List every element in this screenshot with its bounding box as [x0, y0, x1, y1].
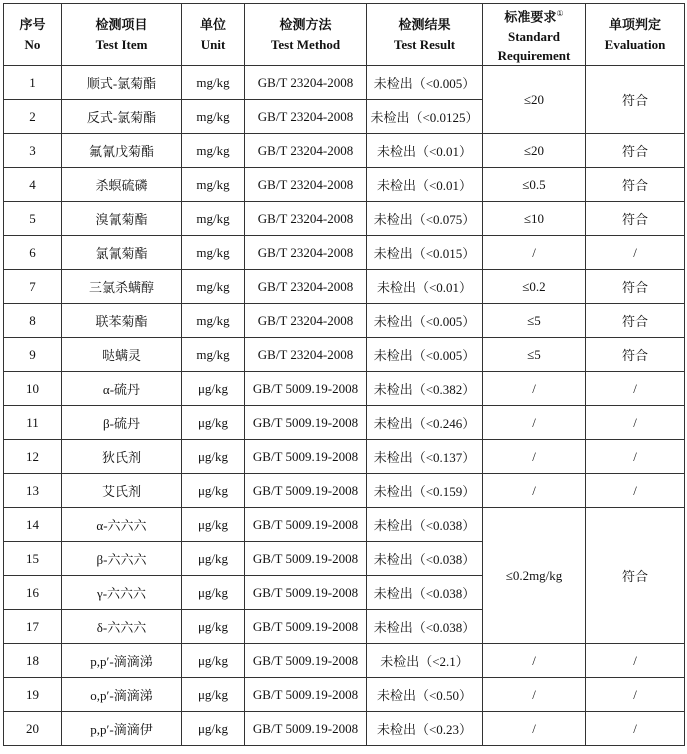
test-result-cell: 未检出（<0.01）	[367, 168, 483, 202]
test-method-cell: GB/T 23204-2008	[245, 168, 367, 202]
evaluation-cell: 符合	[586, 134, 685, 168]
unit-cell: μg/kg	[182, 712, 245, 746]
unit-cell: μg/kg	[182, 644, 245, 678]
standard-requirement-cell: ≤0.2	[483, 270, 586, 304]
test-item-cell: α-硫丹	[62, 372, 182, 406]
test-item-cell: 氟氰戊菊酯	[62, 134, 182, 168]
test-item-cell: β-硫丹	[62, 406, 182, 440]
test-item-cell: 溴氰菊酯	[62, 202, 182, 236]
evaluation-cell: /	[586, 712, 685, 746]
unit-cell: μg/kg	[182, 406, 245, 440]
test-item-cell: 反式-氯菊酯	[62, 100, 182, 134]
test-result-cell: 未检出（<0.382）	[367, 372, 483, 406]
standard-requirement-cell: ≤5	[483, 338, 586, 372]
header-no: 序号 No	[4, 4, 62, 66]
test-item-cell: p,p′-滴滴伊	[62, 712, 182, 746]
test-item-cell: 狄氏剂	[62, 440, 182, 474]
row-no: 2	[4, 100, 62, 134]
evaluation-cell: 符合	[586, 338, 685, 372]
row-no: 3	[4, 134, 62, 168]
test-result-cell: 未检出（<0.01）	[367, 270, 483, 304]
test-method-cell: GB/T 5009.19-2008	[245, 474, 367, 508]
evaluation-cell: /	[586, 474, 685, 508]
unit-cell: mg/kg	[182, 66, 245, 100]
evaluation-cell: /	[586, 236, 685, 270]
standard-requirement-cell: ≤20	[483, 66, 586, 134]
test-result-cell: 未检出（<0.075）	[367, 202, 483, 236]
row-no: 7	[4, 270, 62, 304]
table-row	[4, 134, 685, 168]
test-method-cell: GB/T 5009.19-2008	[245, 406, 367, 440]
unit-cell: μg/kg	[182, 678, 245, 712]
test-result-cell: 未检出（<2.1）	[367, 644, 483, 678]
header-unit: 单位 Unit	[182, 4, 245, 66]
test-method-cell: GB/T 23204-2008	[245, 134, 367, 168]
test-method-cell: GB/T 23204-2008	[245, 202, 367, 236]
row-no: 12	[4, 440, 62, 474]
row-no: 18	[4, 644, 62, 678]
row-no: 15	[4, 542, 62, 576]
table-body	[4, 66, 685, 746]
test-result-cell: 未检出（<0.038）	[367, 576, 483, 610]
unit-cell: μg/kg	[182, 542, 245, 576]
table-row	[4, 202, 685, 236]
table-row	[4, 712, 685, 746]
unit-cell: μg/kg	[182, 440, 245, 474]
unit-cell: μg/kg	[182, 372, 245, 406]
standard-requirement-cell: ≤10	[483, 202, 586, 236]
header-test-item: 检测项目 Test Item	[62, 4, 182, 66]
test-method-cell: GB/T 23204-2008	[245, 338, 367, 372]
test-report-table	[3, 3, 685, 746]
test-method-cell: GB/T 5009.19-2008	[245, 508, 367, 542]
evaluation-cell: /	[586, 678, 685, 712]
test-result-cell: 未检出（<0.038）	[367, 610, 483, 644]
evaluation-cell: 符合	[586, 508, 685, 644]
evaluation-cell: /	[586, 440, 685, 474]
row-no: 4	[4, 168, 62, 202]
table-row	[4, 644, 685, 678]
test-method-cell: GB/T 5009.19-2008	[245, 576, 367, 610]
unit-cell: mg/kg	[182, 134, 245, 168]
test-method-cell: GB/T 5009.19-2008	[245, 542, 367, 576]
test-method-cell: GB/T 23204-2008	[245, 236, 367, 270]
test-result-cell: 未检出（<0.01）	[367, 134, 483, 168]
test-result-cell: 未检出（<0.159）	[367, 474, 483, 508]
test-method-cell: GB/T 5009.19-2008	[245, 440, 367, 474]
test-item-cell: 哒螨灵	[62, 338, 182, 372]
test-result-cell: 未检出（<0.005）	[367, 66, 483, 100]
unit-cell: mg/kg	[182, 202, 245, 236]
row-no: 10	[4, 372, 62, 406]
test-item-cell: o,p′-滴滴涕	[62, 678, 182, 712]
table-row	[4, 508, 685, 542]
table-row	[4, 474, 685, 508]
test-item-cell: α-六六六	[62, 508, 182, 542]
standard-requirement-cell: /	[483, 644, 586, 678]
test-result-cell: 未检出（<0.137）	[367, 440, 483, 474]
test-method-cell: GB/T 5009.19-2008	[245, 644, 367, 678]
header-test-result: 检测结果 Test Result	[367, 4, 483, 66]
unit-cell: μg/kg	[182, 474, 245, 508]
test-method-cell: GB/T 5009.19-2008	[245, 372, 367, 406]
standard-requirement-cell: ≤20	[483, 134, 586, 168]
header-test-method: 检测方法 Test Method	[245, 4, 367, 66]
test-item-cell: 联苯菊酯	[62, 304, 182, 338]
header-row	[4, 4, 685, 66]
evaluation-cell: 符合	[586, 168, 685, 202]
table-row	[4, 304, 685, 338]
evaluation-cell: 符合	[586, 270, 685, 304]
unit-cell: μg/kg	[182, 508, 245, 542]
test-item-cell: 顺式-氯菊酯	[62, 66, 182, 100]
test-result-cell: 未检出（<0.23）	[367, 712, 483, 746]
report-table-container	[3, 3, 685, 746]
unit-cell: mg/kg	[182, 304, 245, 338]
test-method-cell: GB/T 23204-2008	[245, 304, 367, 338]
standard-requirement-cell: ≤0.2mg/kg	[483, 508, 586, 644]
row-no: 11	[4, 406, 62, 440]
row-no: 16	[4, 576, 62, 610]
evaluation-cell: 符合	[586, 304, 685, 338]
table-row	[4, 338, 685, 372]
table-row	[4, 372, 685, 406]
test-item-cell: 艾氏剂	[62, 474, 182, 508]
table-row	[4, 406, 685, 440]
test-method-cell: GB/T 23204-2008	[245, 66, 367, 100]
test-method-cell: GB/T 5009.19-2008	[245, 678, 367, 712]
test-method-cell: GB/T 5009.19-2008	[245, 712, 367, 746]
row-no: 14	[4, 508, 62, 542]
table-row	[4, 66, 685, 100]
row-no: 1	[4, 66, 62, 100]
standard-requirement-cell: /	[483, 372, 586, 406]
row-no: 20	[4, 712, 62, 746]
test-result-cell: 未检出（<0.0125）	[367, 100, 483, 134]
test-method-cell: GB/T 23204-2008	[245, 270, 367, 304]
test-item-cell: p,p′-滴滴涕	[62, 644, 182, 678]
table-row	[4, 678, 685, 712]
row-no: 5	[4, 202, 62, 236]
test-result-cell: 未检出（<0.005）	[367, 338, 483, 372]
unit-cell: μg/kg	[182, 576, 245, 610]
test-item-cell: 杀螟硫磷	[62, 168, 182, 202]
standard-requirement-cell: /	[483, 406, 586, 440]
test-item-cell: 氯氰菊酯	[62, 236, 182, 270]
unit-cell: mg/kg	[182, 100, 245, 134]
test-item-cell: γ-六六六	[62, 576, 182, 610]
test-item-cell: β-六六六	[62, 542, 182, 576]
standard-requirement-cell: /	[483, 678, 586, 712]
header-standard-requirement: 标准要求① Standard Requirement	[483, 4, 586, 66]
row-no: 6	[4, 236, 62, 270]
evaluation-cell: /	[586, 406, 685, 440]
test-result-cell: 未检出（<0.005）	[367, 304, 483, 338]
unit-cell: mg/kg	[182, 168, 245, 202]
unit-cell: mg/kg	[182, 236, 245, 270]
unit-cell: μg/kg	[182, 610, 245, 644]
row-no: 9	[4, 338, 62, 372]
table-row	[4, 236, 685, 270]
test-method-cell: GB/T 5009.19-2008	[245, 610, 367, 644]
evaluation-cell: /	[586, 372, 685, 406]
standard-requirement-cell: ≤0.5	[483, 168, 586, 202]
evaluation-cell: 符合	[586, 66, 685, 134]
row-no: 19	[4, 678, 62, 712]
unit-cell: mg/kg	[182, 270, 245, 304]
test-result-cell: 未检出（<0.038）	[367, 542, 483, 576]
standard-requirement-cell: ≤5	[483, 304, 586, 338]
table-row	[4, 270, 685, 304]
test-method-cell: GB/T 23204-2008	[245, 100, 367, 134]
row-no: 8	[4, 304, 62, 338]
standard-requirement-cell: /	[483, 236, 586, 270]
unit-cell: mg/kg	[182, 338, 245, 372]
row-no: 13	[4, 474, 62, 508]
standard-requirement-cell: /	[483, 474, 586, 508]
table-row	[4, 440, 685, 474]
evaluation-cell: /	[586, 644, 685, 678]
test-result-cell: 未检出（<0.246）	[367, 406, 483, 440]
standard-requirement-cell: /	[483, 440, 586, 474]
test-result-cell: 未检出（<0.038）	[367, 508, 483, 542]
evaluation-cell: 符合	[586, 202, 685, 236]
test-result-cell: 未检出（<0.50）	[367, 678, 483, 712]
row-no: 17	[4, 610, 62, 644]
test-result-cell: 未检出（<0.015）	[367, 236, 483, 270]
test-item-cell: δ-六六六	[62, 610, 182, 644]
table-row	[4, 168, 685, 202]
test-item-cell: 三氯杀螨醇	[62, 270, 182, 304]
standard-requirement-cell: /	[483, 712, 586, 746]
header-evaluation: 单项判定 Evaluation	[586, 4, 685, 66]
